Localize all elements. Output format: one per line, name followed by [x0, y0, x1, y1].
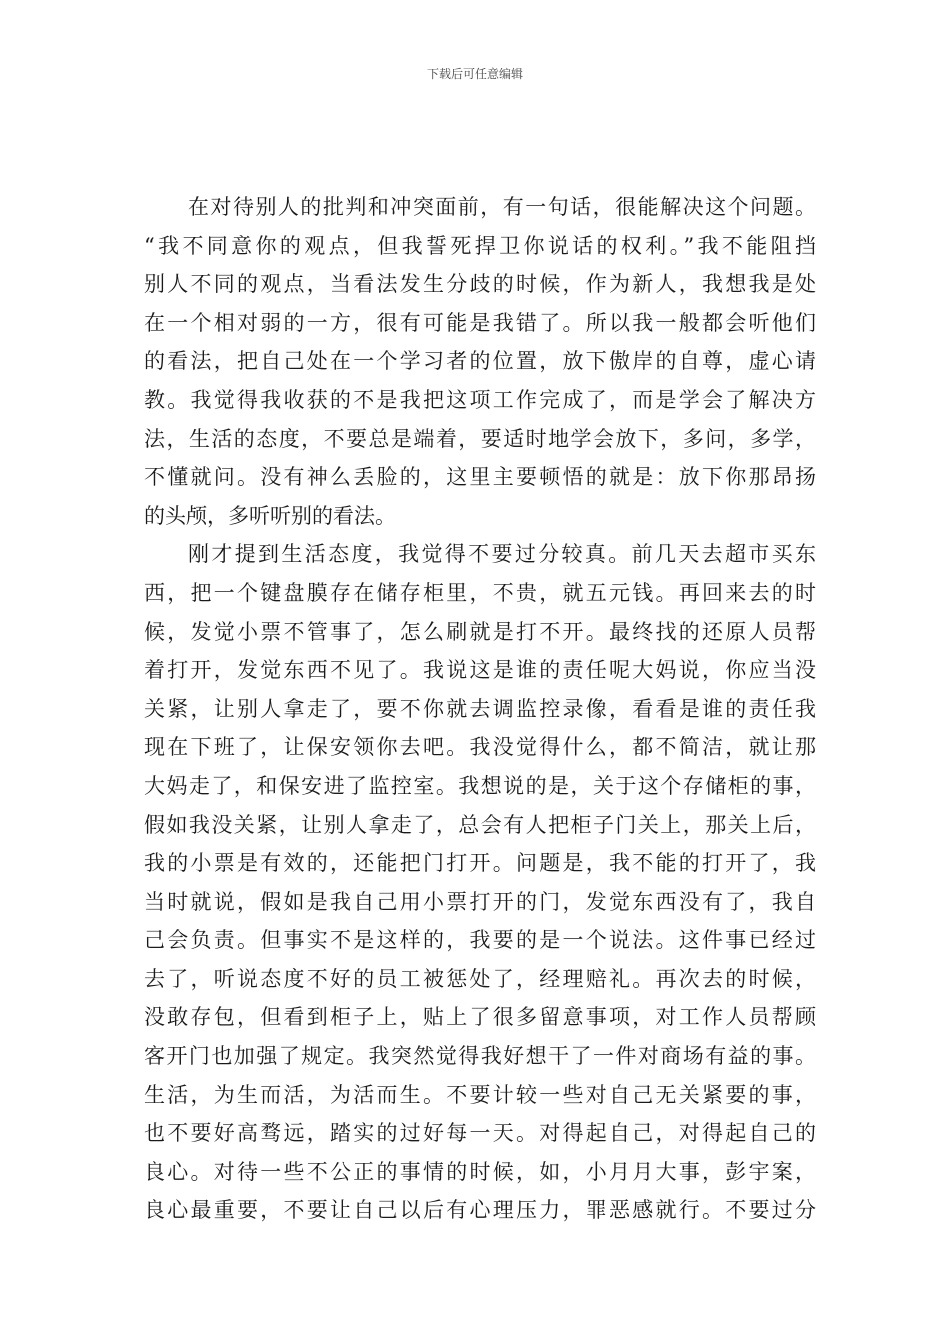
- text-line: 关紧，让别人拿走了，要不你就去调监控录像，看看是谁的责任我: [144, 696, 816, 721]
- text-line: 现在下班了，让保安领你去吧。我没觉得什么，都不简洁，就让那: [144, 735, 816, 760]
- text-line: 不懂就问。没有神么丢脸的，这里主要顿悟的就是：放下你那昂扬: [144, 465, 816, 490]
- text-line: 着打开，发觉东西不见了。我说这是谁的责任呢大妈说，你应当没: [144, 658, 816, 683]
- text-line: 己会负责。但事实不是这样的，我要的是一个说法。这件事已经过: [144, 928, 816, 953]
- text-line: 西，把一个键盘膜存在储存柜里，不贵，就五元钱。再回来去的时: [144, 580, 816, 605]
- header-note: 下载后可任意编辑: [426, 67, 523, 81]
- text-line: 去了，听说态度不好的员工被惩处了，经理赔礼。再次去的时候，: [144, 966, 816, 991]
- text-line: 当时就说，假如是我自己用小票打开的门，发觉东西没有了，我自: [144, 889, 816, 914]
- text-line: 大妈走了，和保安进了监控室。我想说的是，关于这个存储柜的事，: [144, 773, 816, 798]
- text-line: 没敢存包，但看到柜子上，贴上了很多留意事项，对工作人员帮顾: [144, 1005, 816, 1030]
- text-line: 的头颅，多听听别的看法。: [144, 503, 396, 528]
- text-line: 教。我觉得我收获的不是我把这项工作完成了，而是学会了解决方: [144, 387, 816, 412]
- text-line: 我的小票是有效的，还能把门打开。问题是，我不能的打开了，我: [144, 851, 816, 876]
- text-line: 别人不同的观点，当看法发生分歧的时候，作为新人，我想我是处: [144, 272, 816, 297]
- text-line: 在对待别人的批判和冲突面前，有一句话，很能解决这个问题。: [188, 195, 816, 219]
- text-line: 良心。对待一些不公正的事情的时候，如，小月月大事，彭宇案，: [144, 1159, 816, 1184]
- body-text: [144, 188, 816, 1230]
- text-line: 假如我没关紧，让别人拿走了，总会有人把柜子门关上，那关上后，: [144, 812, 816, 837]
- text-line: 生活，为生而活，为活而生。不要计较一些对自己无关紧要的事，: [144, 1082, 816, 1107]
- text-line: 客开门也加强了规定。我突然觉得我好想干了一件对商场有益的事。: [144, 1044, 816, 1069]
- text-line: 良心最重要，不要让自己以后有心理压力，罪恶感就行。不要过分: [144, 1198, 816, 1223]
- text-line: 也不要好高骛远，踏实的过好每一天。对得起自己，对得起自己的: [144, 1121, 816, 1146]
- text-line: 候，发觉小票不管事了，怎么刷就是打不开。最终找的还原人员帮: [144, 619, 816, 644]
- text-line: 的看法，把自己处在一个学习者的位置，放下傲岸的自尊，虚心请: [144, 349, 816, 374]
- text-line: 在一个相对弱的一方，很有可能是我错了。所以我一般都会听他们: [144, 310, 816, 335]
- text-line: 法，生活的态度，不要总是端着，要适时地学会放下，多问，多学，: [144, 426, 816, 451]
- text-line: “我不同意你的观点，但我誓死捍卫你说话的权利。”我不能阻挡: [144, 233, 816, 258]
- text-line: 刚才提到生活态度，我觉得不要过分较真。前几天去超市买东: [188, 542, 816, 567]
